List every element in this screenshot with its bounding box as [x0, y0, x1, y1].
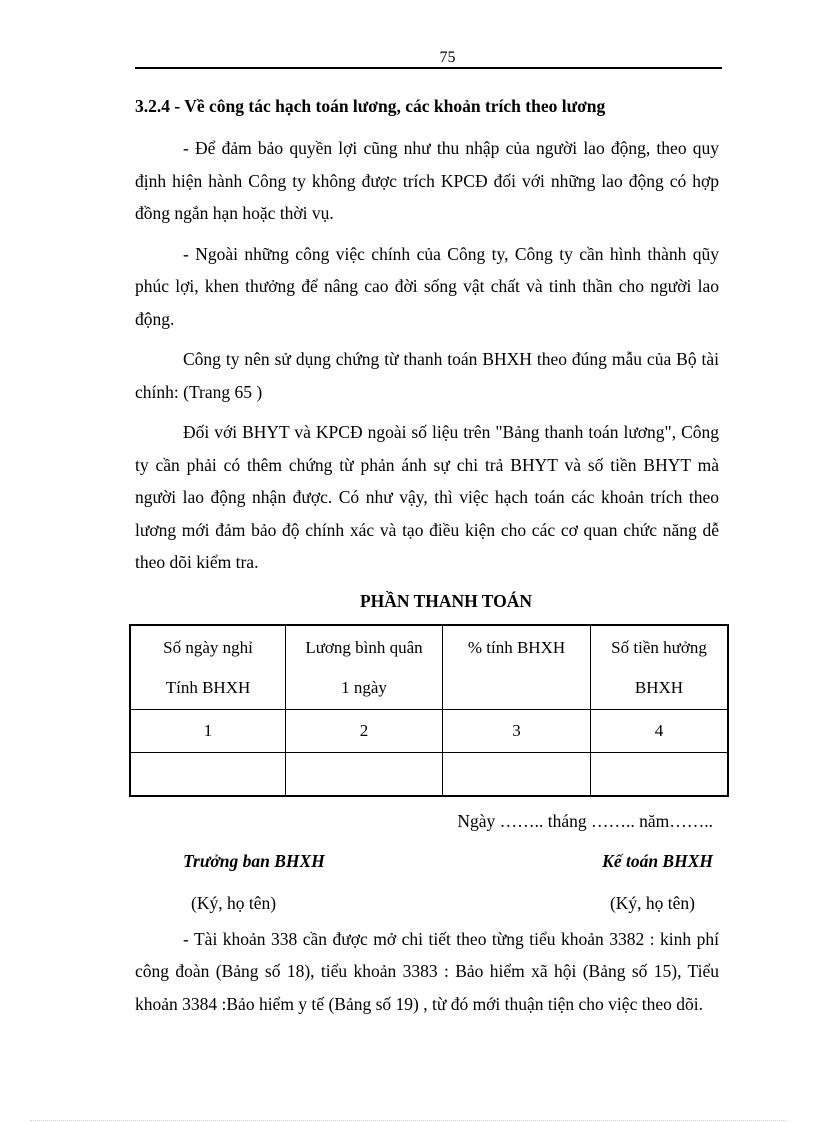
header-cell-amount	[591, 625, 729, 710]
header-avg-line2: 1 ngày	[341, 677, 387, 697]
payment-table	[129, 624, 729, 797]
table-cell: 2	[286, 709, 443, 752]
table-cell	[130, 752, 286, 796]
table-cell: 1	[130, 709, 286, 752]
table-number-row	[130, 709, 728, 752]
table-empty-row	[130, 752, 728, 796]
table-cell	[443, 752, 591, 796]
header-amount-line1: Số tiền hưởng	[611, 637, 707, 657]
header-amount-line2: BHXH	[634, 677, 684, 697]
signature-left-sub: (Ký, họ tên)	[191, 892, 277, 913]
header-days-line1: Số ngày nghỉ	[163, 637, 253, 657]
table-header-row	[130, 625, 728, 710]
header-rule	[135, 67, 722, 69]
header-cell-avg-salary	[286, 625, 443, 710]
signature-right-title: Kế toán BHXH	[602, 850, 713, 871]
header-avg-line1: Lương bình quân	[305, 637, 423, 657]
header-days-line2: Tính BHXH	[165, 677, 251, 697]
section-heading: 3.2.4 - Về công tác hạch toán lương, các khoản trích theo lương	[135, 96, 606, 116]
signature-titles	[135, 849, 719, 873]
table-cell: 3	[443, 709, 591, 752]
paragraph-4: Đối với BHYT và KPCĐ ngoài số liệu trên "Bảng thanh toán lương", Công ty cần phải có thêm chứng từ phản ánh sự chi trả BHYT và số tiền BHYT mà người lao động nhận được. Có như vậy, thì việc hạch toán các khoản trích theo lương mới đảm bảo độ chính xác và tạo điều kiện cho các cơ quan chức năng dễ theo dõi kiểm tra.	[135, 422, 719, 572]
header-cell-days	[130, 625, 286, 710]
table-title: PHẦN THANH TOÁN	[359, 590, 533, 611]
table-cell	[286, 752, 443, 796]
signature-right-sub: (Ký, họ tên)	[609, 892, 695, 913]
table-cell: 4	[591, 709, 729, 752]
page-bottom-edge	[30, 1120, 786, 1121]
date-line: Ngày …….. tháng …….. năm……..	[457, 810, 713, 831]
signature-left-title: Trưởng ban BHXH	[183, 850, 325, 871]
page-content	[135, 94, 719, 1028]
page-number: 75	[439, 49, 456, 66]
table-cell	[591, 752, 729, 796]
paragraph-2: - Ngoài những công việc chính của Công ty, Công ty cần hình thành qũy phúc lợi, khen thưởng để nâng cao đời sống vật chất và tinh thần cho người lao động.	[135, 243, 719, 329]
signature-subtitles	[135, 891, 719, 915]
paragraph-3: Công ty nên sử dụng chứng từ thanh toán BHXH theo đúng mẫu của Bộ tài chính: (Trang 65 )	[135, 349, 719, 402]
paragraph-1: - Để đảm bảo quyền lợi cũng như thu nhập của người lao động, theo quy định hiện hành Công ty không được trích KPCĐ đối với những lao động có hợp đồng ngắn hạn hoặc thời vụ.	[135, 138, 719, 223]
header-percent-line1: % tính BHXH	[467, 637, 566, 657]
header-cell-percent	[443, 625, 591, 710]
closing-paragraph: - Tài khoản 338 cần được mở chi tiết theo từng tiểu khoản 3382 : kinh phí công đoàn (Bảng số 18), tiểu khoản 3383 : Bảo hiểm xã hội (Bảng số 15), Tiểu khoản 3384 :Bảo hiểm y tế (Bảng số 19) , từ đó mới thuận tiện cho việc theo dõi.	[135, 928, 719, 1014]
